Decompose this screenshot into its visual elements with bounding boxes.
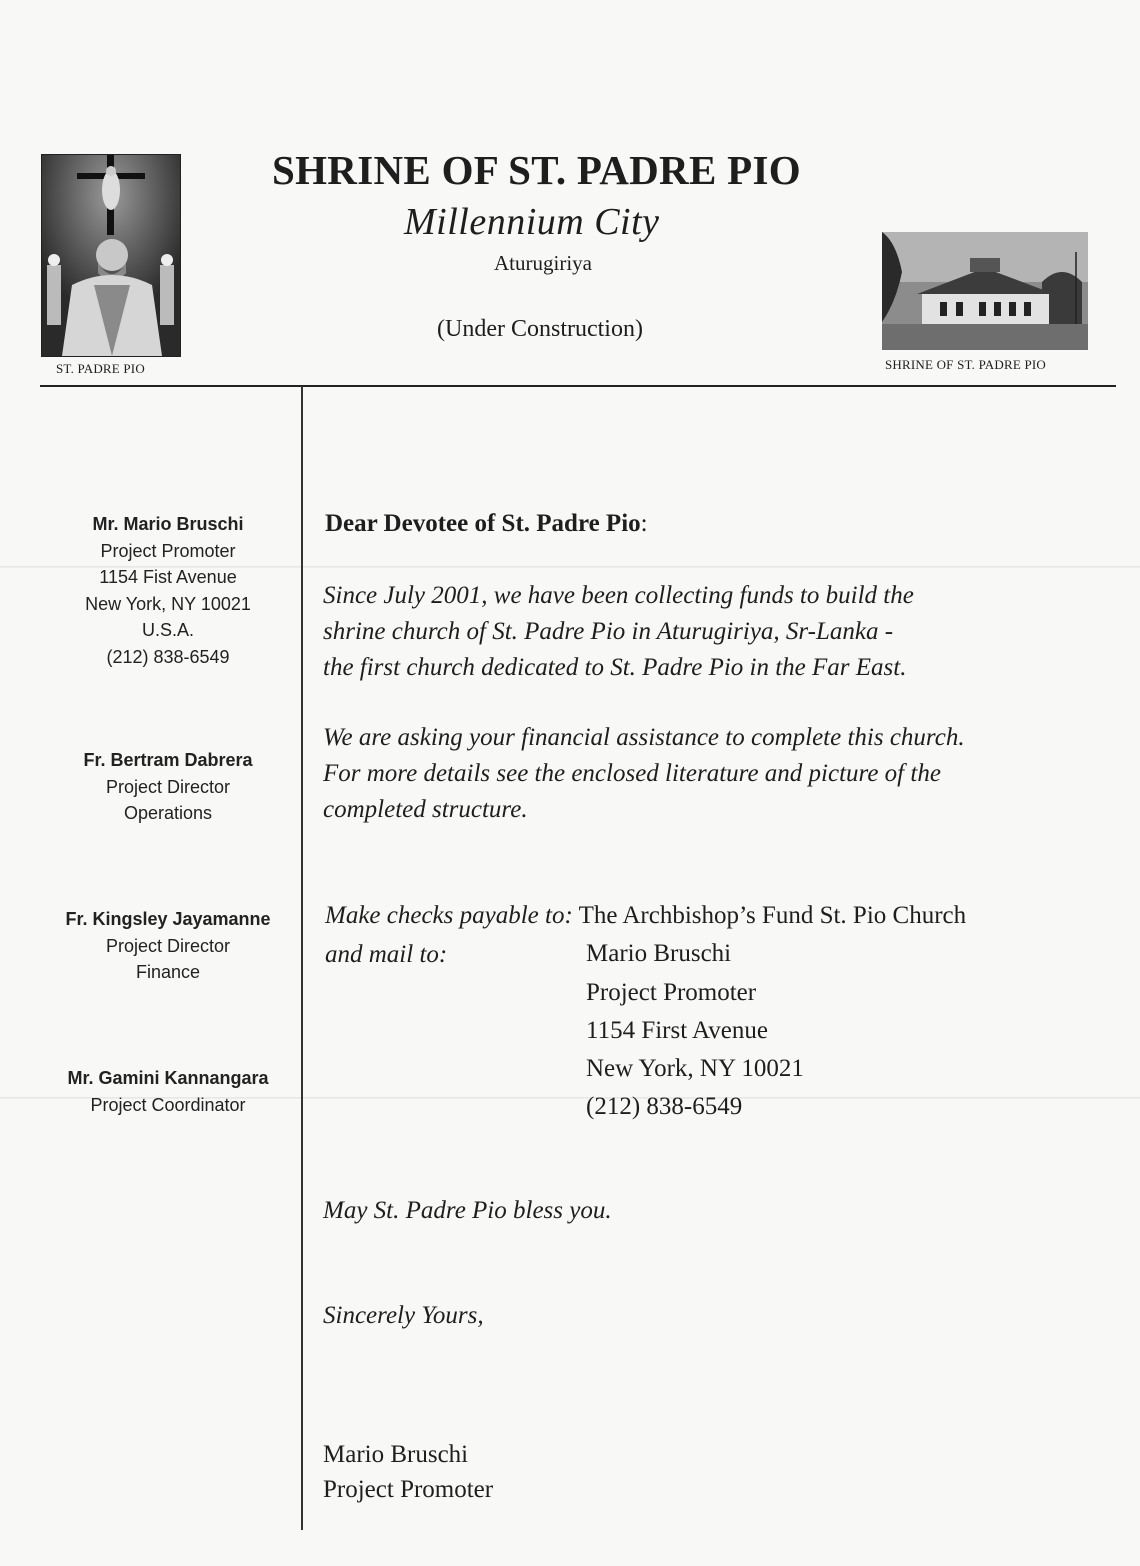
header-divider [40, 385, 1116, 387]
sidebar-person-3 [30, 906, 306, 986]
letterhead-title: SHRINE OF ST. PADRE PIO [272, 147, 801, 193]
person-country: U.S.A. [141, 620, 194, 640]
payable-line [325, 898, 966, 934]
paragraph-funds [323, 578, 914, 686]
paragraph-line: shrine church of St. Padre Pio in Aturugiriya, Sr-Lanka - [323, 618, 894, 645]
paragraph-line: the first church dedicated to St. Padre Pio in the Far East. [323, 654, 907, 681]
person-name: Mr. Gamini Kannangara [67, 1068, 269, 1088]
letterhead-location: Aturugiriya [494, 251, 592, 275]
blessing: May St. Padre Pio bless you. [323, 1197, 612, 1224]
person-name: Mr. Mario Bruschi [92, 514, 244, 534]
salutation [325, 510, 648, 538]
left-photo-caption: ST. PADRE PIO [56, 361, 145, 376]
person-city: New York, NY 10021 [85, 593, 251, 614]
person-name: Fr. Kingsley Jayamanne [65, 909, 271, 929]
mail-address-name: Mario Bruschi [586, 940, 732, 967]
construction-status: (Under Construction) [437, 316, 643, 342]
paragraph-line: For more details see the enclosed literature and picture of the [323, 760, 941, 787]
payable-to: The Archbishop’s Fund St. Pio Church [578, 902, 967, 929]
person-name: Fr. Bertram Dabrera [83, 750, 253, 770]
person-address: 1154 Fist Avenue [99, 567, 237, 587]
signature-name: Mario Bruschi [323, 1441, 469, 1468]
paragraph-line: We are asking your financial assistance to complete this church. [323, 724, 965, 751]
mail-label: and mail to: [325, 941, 448, 968]
sidebar-person-4 [30, 1065, 306, 1118]
paragraph-request [323, 720, 965, 828]
person-role: Project Coordinator [90, 1094, 246, 1115]
letterhead-subtitle: Millennium City [404, 201, 660, 243]
closing: Sincerely Yours, [323, 1302, 484, 1329]
mail-address-title: Project Promoter [586, 979, 757, 1006]
person-department: Operations [123, 803, 213, 823]
right-photo-caption: SHRINE OF ST. PADRE PIO [885, 357, 1046, 372]
mail-address-street: 1154 First Avenue [586, 1017, 768, 1044]
person-phone: (212) 838-6549 [106, 646, 230, 667]
paragraph-line: completed structure. [323, 796, 528, 823]
mail-address-city: New York, NY 10021 [586, 1055, 804, 1082]
salutation-colon: : [640, 510, 648, 537]
mail-address-phone: (212) 838-6549 [586, 1093, 743, 1120]
shrine-building-photo [882, 232, 1088, 350]
payable-label: Make checks payable to: [325, 902, 573, 929]
paragraph-line: Since July 2001, we have been collecting funds to build the [323, 582, 914, 609]
salutation-name: Dear Devotee of St. Padre Pio [325, 510, 641, 537]
sidebar-person-2 [30, 747, 306, 827]
person-role: Project Director [105, 935, 231, 956]
person-role: Project Promoter [100, 540, 236, 561]
signature-title: Project Promoter [323, 1476, 494, 1503]
person-department: Finance [135, 962, 201, 982]
sidebar-person-1 [30, 511, 306, 670]
padre-pio-photo [41, 154, 181, 357]
person-role: Project Director [105, 776, 231, 797]
